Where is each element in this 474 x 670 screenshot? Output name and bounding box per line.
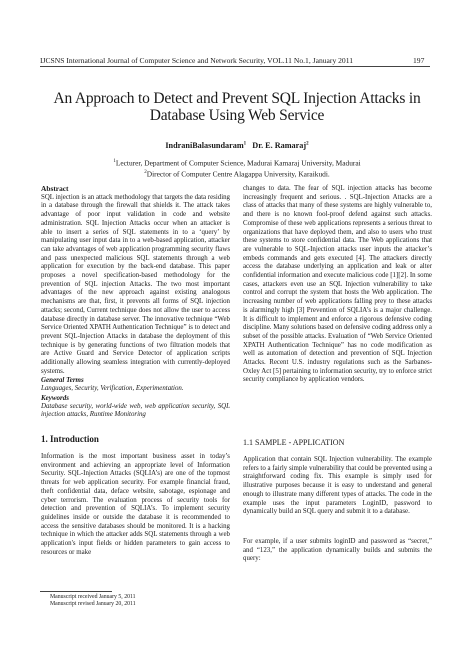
affiliation-1: $^1$Lecturer, Department of Computer Science, Madurai Kamaraj University, Madurai bbox=[113, 158, 361, 168]
sample-application-heading: 1.1 SAMPLE - APPLICATION bbox=[243, 438, 345, 447]
introduction-text: Information is the most important business asset in today’s environment and achieving an appropriate level of Information Security. SQL-Injection Attacks (SQLIA’s) are one of the topmost threats for web application security. For example financial fraud, theft confidential data, deface website, sabotage, espionage and cyber terrorism. The evaluation process of security tools for detection and prevention of SQLIA’s. To implement security guidelines inside or outside the database it is recommended to access the sensitive databases should be monitored. It is a hacking technique in which the attacker adds SQL statements through a web application's input fields or hidden parameters to gain access to resources or make bbox=[41, 453, 230, 556]
title-line-1: An Approach to Detect and Prevent SQL Injection Attacks in bbox=[53, 90, 421, 107]
abstract-heading: Abstract bbox=[41, 184, 69, 193]
paper-title bbox=[20, 90, 454, 124]
title-line-2: Database Using Web Service bbox=[149, 107, 325, 124]
footnote-rule bbox=[40, 591, 112, 592]
right-column-para-3: For example, if a user submits loginID and password as “secret,” and “123,” the application dynamically builds and submits the query: bbox=[243, 538, 432, 563]
introduction-heading: 1. Introduction bbox=[41, 434, 99, 444]
right-column-para-2: Application that contain SQL Injection vulnerability. The example refers to a fairly simple vulnerability that could be prevented using a straightforward coding fix. This example is simply used for illustrative purposes because it is easy to understand and general enough to illustrate many different types of attacks. The code in the example uses the input parameters LoginID, password to dynamically build an SQL query and submit it to a database. bbox=[243, 456, 432, 516]
author-list bbox=[20, 141, 454, 150]
affiliations bbox=[20, 157, 454, 179]
journal-header: IJCSNS International Journal of Computer Science and Network Security, VOL.11 No.1, January 2011 bbox=[40, 56, 354, 65]
page-number: 197 bbox=[413, 56, 425, 65]
keywords-section bbox=[41, 394, 230, 420]
keywords-text: Database security, world-wide web, web application security, SQL injection attacks, Runtime Monitoring bbox=[41, 402, 230, 419]
header-rule bbox=[40, 66, 430, 67]
general-terms-text: Languages, Security, Verification, Experimentation. bbox=[41, 385, 184, 393]
affiliation-2: $^2$Director of Computer Centre Alagappa University, Karaikudi. bbox=[144, 169, 330, 179]
right-column-para-1: changes to data. The fear of SQL injection attacks has become increasingly frequent and serious. . SQL-Injection Attacks are a class of attacks that many of these systems are highly vulnerable to, and there is no known fool-proof defend against such attacks. Compromise of these web applications represents a serious threat to organizations that have deployed them, and also to users who trust these systems to store confidential data. The Web applications that are vulnerable to SQL-Injection attacks user inputs the attacker’s embeds commands and gets executed [4]. The attackers directly access the database underlying an application and leak or alter confidential information and execute malicious code [1][2]. In some cases, attackers even use an SQL Injection vulnerability to take control and corrupt the system that hosts the Web application. The increasing number of web applications falling prey to these attacks is alarmingly high [3] Prevention of SQLIA’s is a major challenge. It is difficult to implement and enforce a rigorous defensive coding discipline. Many solutions based on defensive coding address only a subset of the possible attacks. Evaluation of “Web Service Oriented XPATH Authentication Technique” has no code modification as well as automation of detection and prevention of SQL Injection Attacks. Recent U.S. industry regulations such as the Sarbanes-Oxley Act [5] pertaining to information security, try to enforce strict security compliance by application vendors. bbox=[243, 185, 432, 384]
keywords-heading: Keywords bbox=[41, 394, 69, 402]
author-1: IndraniBalasundaram bbox=[165, 141, 244, 150]
author-2: Dr. E. Ramaraj bbox=[252, 141, 307, 150]
abstract-section bbox=[41, 185, 230, 394]
footnote-received: Manuscript received January 5, 2011 bbox=[50, 594, 136, 600]
general-terms-heading: General Terms bbox=[41, 376, 84, 385]
footnote-revised: Manuscript revised January 20, 2011 bbox=[50, 601, 136, 607]
abstract-text: SQL injection is an attack methodology that targets the data residing in a database through the firewall that shields it. The attack takes advantage of poor input validation in code and website administration. SQL Injection Attacks occur when an attacker is able to insert a series of SQL statements in to a ‘query’ by manipulating user input data in to a web-based application, attacker can take advantages of web application programming security flaws and pass unexpected malicious SQL statements through a web application for execution by the back-end database. This paper proposes a novel specification-based methodology for the prevention of SQL injection Attacks. The two most important advantages of the new approach against existing analogous mechanisms are that, first, it prevents all forms of SQL injection attacks; second, Current technique does not allow the user to access database directly in database server. The innovative technique “Web Service Oriented XPATH Authentication Technique” is to detect and prevent SQL-Injection Attacks in database the deployment of this technique is by generating functions of two filtration models that are Active Guard and Service Detector of application scripts additionally allowing seamless integration with currently-deployed systems. bbox=[41, 193, 230, 375]
author-1-mark: 1 bbox=[243, 141, 247, 147]
author-2-mark: 2 bbox=[306, 141, 309, 147]
